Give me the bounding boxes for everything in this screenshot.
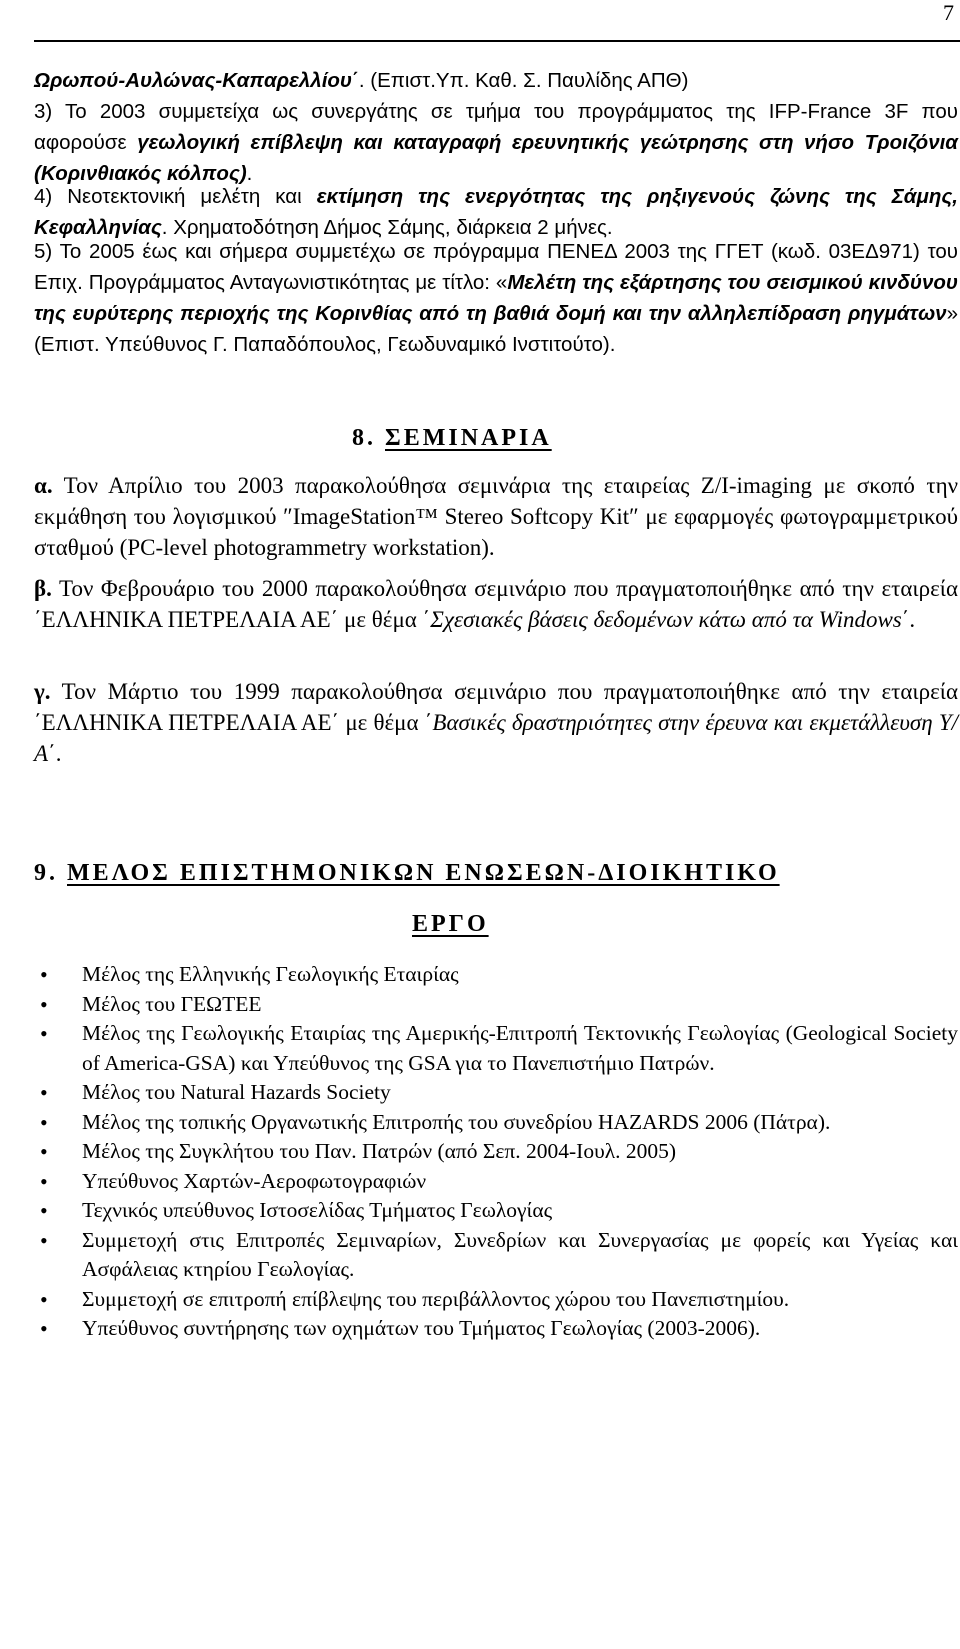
list-item: • Μέλος του ΓΕΩΤΕΕ <box>34 990 958 1020</box>
section-9-heading <box>34 860 780 887</box>
project-4-end: . Χρηματοδότηση Δήμος Σάμης, διάρκεια 2 μήνες. <box>161 216 613 239</box>
project-4-intro: 4) Νεοτεκτονική μελέτη και <box>34 185 317 208</box>
seminar-letter: γ. <box>34 679 51 704</box>
project-5-intro: 5) Το 2005 έως και σήμερα συμμετέχω σε πρόγραμμα ΠΕΝΕΔ 2003 της ΓΓΕΤ (κωδ. 03ΕΔ971) του Επιχ. Προγράμματος Ανταγωνιστικότητας με τίτλο: « <box>34 240 958 294</box>
seminar-text: Τον Μάρτιο του 1999 παρακολούθησα σεμινάριο που πραγματοποιήθηκε από την εταιρεία ΄ΕΛΛΗΝΙΚΑ ΠΕΤΡΕΛΑΙΑ ΑΕ΄ με θέμα ΄ <box>34 679 958 735</box>
section-9-title-2: ΕΡΓΟ <box>412 911 489 937</box>
project-item-3 <box>34 96 958 189</box>
seminar-topic: Βασικές δραστηριότητες στην έρευνα και εκμετάλλευση Υ/Α <box>34 710 958 766</box>
project-5-end: » (Επιστ. Υπεύθυνος Γ. Παπαδόπουλος, Γεωδυναμικό Ινστιτούτο). <box>34 302 958 356</box>
project-5-title: Μελέτη της εξάρτησης του σεισμικού κινδύνου της ευρύτερης περιοχής της Κορινθίας από τη βαθιά δομή και την αλληλεπίδραση ρηγμάτων <box>34 271 958 325</box>
project-4-title: εκτίμηση της ενεργότητας της ρηξιγενούς ζώνης της Σάμης, Κεφαλληνίας <box>34 185 958 239</box>
membership-list <box>34 960 958 1344</box>
seminar-end: ΄. <box>901 607 916 632</box>
list-item: • Μέλος της Γεωλογικής Εταιρίας της Αμερικής-Επιτροπή Τεκτονικής Γεωλογίας (Geological Society of America-GSA) και Υπεύθυνος της GSA για το Πανεπιστήμιο Πατρών. <box>34 1019 958 1078</box>
list-item: • Συμμετοχή σε επιτροπή επίβλεψης του περιβάλλοντος χώρου του Πανεπιστημίου. <box>34 1285 958 1315</box>
project-item-continued <box>34 65 958 96</box>
page-number: 7 <box>943 0 954 25</box>
project-3-end: . <box>246 162 253 185</box>
section-8-title: ΣΕΜΙΝΑΡΙΑ <box>385 425 552 451</box>
list-item: • Μέλος της Ελληνικής Γεωλογικής Εταιρίας <box>34 960 958 990</box>
section-9-title: ΜΕΛΟΣ ΕΠΙΣΤΗΜΟΝΙΚΩΝ ΕΝΩΣΕΩΝ-ΔΙΟΙΚΗΤΙΚΟ <box>67 860 780 886</box>
section-9-number: 9. <box>34 860 58 886</box>
seminar-topic: Σχεσιακές βάσεις δεδομένων κάτω από τα Windows <box>430 607 902 632</box>
seminar-text: Τον Φεβρουάριο του 2000 παρακολούθησα σεμινάριο που πραγματοποιήθηκε από την εταιρεία ΄ΕΛΛΗΝΙΚΑ ΠΕΤΡΕΛΑΙΑ ΑΕ΄ με θέμα ΄ <box>34 576 958 632</box>
seminar-item-b <box>34 573 958 635</box>
list-item: • Υπεύθυνος συντήρησης των οχημάτων του Τμήματος Γεωλογίας (2003-2006). <box>34 1314 958 1344</box>
seminar-letter: α. <box>34 473 53 498</box>
seminar-end: ΄. <box>48 741 62 766</box>
seminar-letter: β. <box>34 576 52 601</box>
project-3-intro: 3) Το 2003 συμμετείχα ως συνεργάτης σε τμήμα του προγράμματος της IFP-France 3F που αφορούσε <box>34 100 958 154</box>
list-item: • Μέλος της τοπικής Οργανωτικής Επιτροπής του συνεδρίου HAZARDS 2006 (Πάτρα). <box>34 1108 958 1138</box>
project-item-5 <box>34 236 958 360</box>
supervisor-text: . (Επιστ.Υπ. Καθ. Σ. Παυλίδης ΑΠΘ) <box>358 69 689 92</box>
header-rule <box>34 40 960 42</box>
seminar-text: Τον Απρίλιο του 2003 παρακολούθησα σεμινάρια της εταιρείας Z/I-imaging με σκοπό την εκμάθηση του λογισμικού ″ImageStation™ Stereo Softcopy Kit″ με εφαρμογές φωτογραμμετρικού σταθμού (PC-level photogrammetry workstation). <box>34 473 958 560</box>
section-8-heading <box>352 425 552 452</box>
list-item: • Υπεύθυνος Χαρτών-Αεροφωτογραφιών <box>34 1167 958 1197</box>
section-9-heading-line2 <box>412 911 489 938</box>
project-item-4 <box>34 181 958 243</box>
project-3-title: γεωλογική επίβλεψη και καταγραφή ερευνητικής γεώτρησης στη νήσο Τροιζόνια (Κορινθιακός κόλπος) <box>34 131 959 185</box>
location-text: Ωρωπού-Αυλώνας-Καπαρελλίου΄ <box>34 69 359 92</box>
list-item: • Μέλος της Συγκλήτου του Παν. Πατρών (από Σεπ. 2004-Ιουλ. 2005) <box>34 1137 958 1167</box>
seminar-item-c <box>34 676 958 769</box>
section-8-number: 8. <box>352 425 376 451</box>
seminar-item-a <box>34 470 958 563</box>
list-item: • Τεχνικός υπεύθυνος Ιστοσελίδας Τμήματος Γεωλογίας <box>34 1196 958 1226</box>
list-item: • Συμμετοχή στις Επιτροπές Σεμιναρίων, Συνεδρίων και Συνεργασίας με φορείς και Υγείας και Ασφάλειας κτηρίου Γεωλογίας. <box>34 1226 958 1285</box>
list-item: • Μέλος του Natural Hazards Society <box>34 1078 958 1108</box>
